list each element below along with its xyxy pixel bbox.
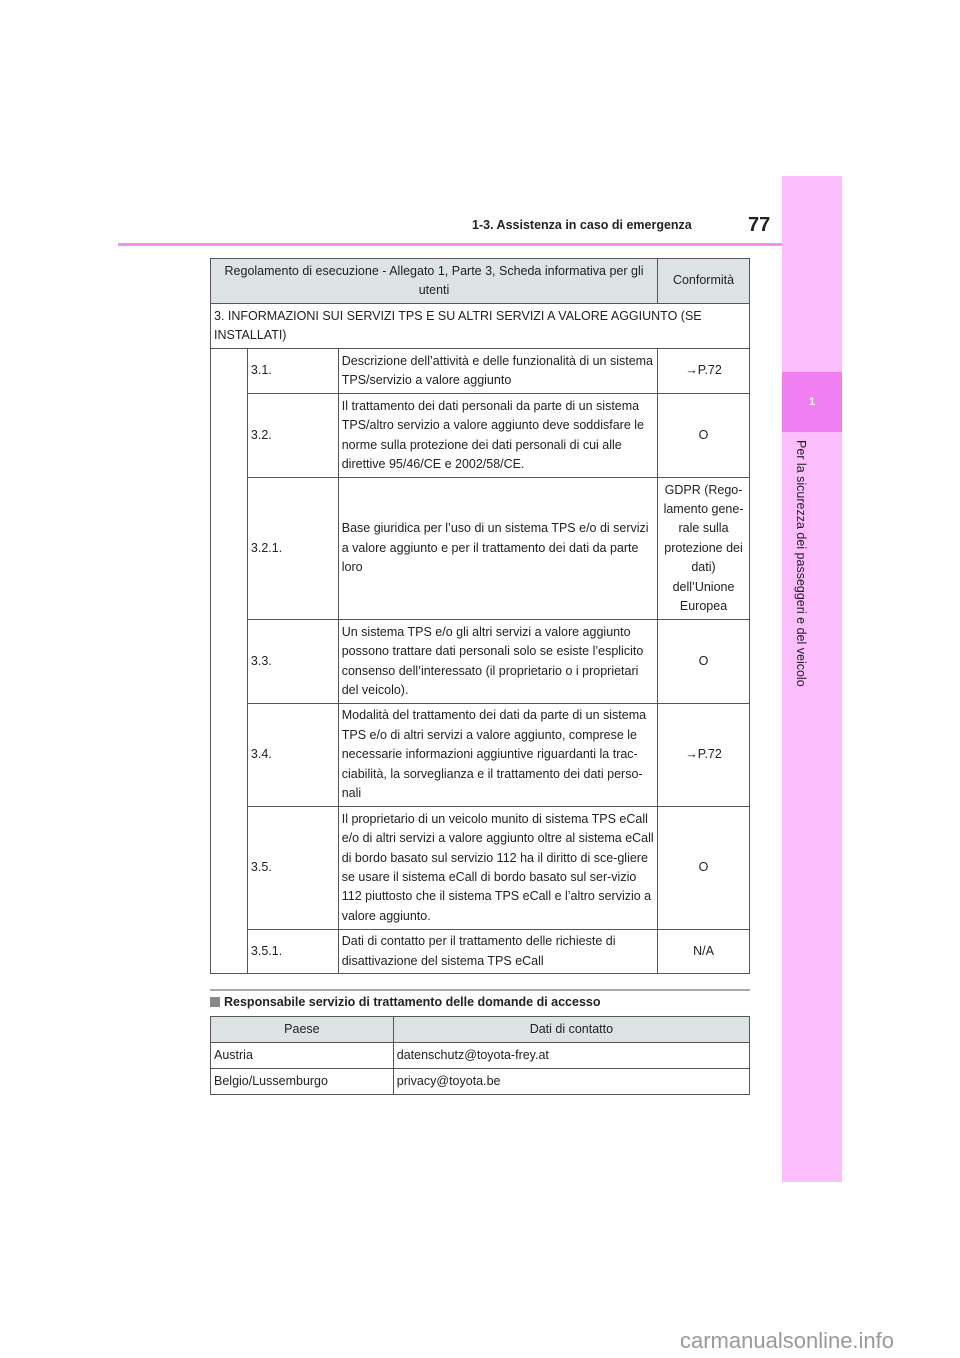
indent-cell	[211, 349, 248, 974]
item-description: Un sistema TPS e/o gli altri servizi a valore aggiunto possono trattare dati personali solo se esiste l’esplicito consenso dell’interessato (il proprietario o i proprietari del veicolo).	[338, 620, 657, 704]
item-conformity: O	[658, 620, 750, 704]
watermark: carmanualsonline.info	[680, 1328, 895, 1353]
item-conformity: GDPR (Rego-lamento gene-rale sulla protezione dei dati) dell’Unione Europea	[658, 478, 750, 620]
table-row	[211, 478, 750, 620]
section-title	[210, 995, 601, 1009]
country-cell: Belgio/Lussemburgo	[211, 1069, 394, 1095]
contact-cell[interactable]: privacy@toyota.be	[393, 1069, 749, 1095]
item-description: Il proprietario di un veicolo munito di sistema TPS eCall e/o di altri servizi a valore aggiunto oltre al sistema eCall di bordo basato sul servizio 112 ha il diritto di sce-gliere se usare il sistema eCall di bordo basato sul ser-vizio 112 piuttosto che il sistema TPS eCall e l’altro servizio a valore aggiunto.	[338, 807, 657, 930]
square-bullet-icon	[210, 997, 220, 1007]
chapter-title: Per la sicurezza dei passeggeri e del veicolo	[794, 440, 808, 687]
table-row	[211, 1069, 750, 1095]
table-row	[211, 620, 750, 704]
item-number: 3.1.	[247, 349, 338, 394]
header-country: Paese	[211, 1017, 394, 1043]
info-table	[210, 258, 750, 974]
section-header: 1-3. Assistenza in caso di emergenza	[472, 218, 692, 232]
item-description: Modalità del trattamento dei dati da parte di un sistema TPS e/o di altri servizi a valore aggiunto, comprese le necessarie informazioni aggiuntive riguardanti la trac-ciabilità, la sorveglianza e il trattamento dei dati perso-nali	[338, 704, 657, 807]
contacts-table	[210, 1016, 750, 1095]
table-row	[211, 807, 750, 930]
header-contact: Dati di contatto	[393, 1017, 749, 1043]
item-description: Base giuridica per l’uso di un sistema TPS e/o di servizi a valore aggiunto e per il trattamento dei dati da parte loro	[338, 478, 657, 620]
item-number: 3.5.	[247, 807, 338, 930]
item-number: 3.2.1.	[247, 478, 338, 620]
table-row	[211, 1043, 750, 1069]
item-number: 3.3.	[247, 620, 338, 704]
section-row: 3. INFORMAZIONI SUI SERVIZI TPS E SU ALTRI SERVIZI A VALORE AGGIUNTO (SE INSTALLATI)	[211, 304, 750, 349]
item-conformity: N/A	[658, 930, 750, 974]
item-description: Descrizione dell’attività e delle funzionalità di un sistema TPS/servizio a valore aggiunto	[338, 349, 657, 394]
header-rule	[118, 243, 782, 246]
item-conformity: O	[658, 807, 750, 930]
section-title-text: Responsabile servizio di trattamento delle domande di accesso	[224, 995, 601, 1009]
item-number: 3.5.1.	[247, 930, 338, 974]
item-number: 3.4.	[247, 704, 338, 807]
table-row	[211, 930, 750, 974]
header-conformity: Conformità	[658, 259, 750, 304]
chapter-tab[interactable]: 1	[782, 372, 842, 432]
item-number: 3.2.	[247, 394, 338, 478]
item-conformity: →P.72	[658, 704, 750, 807]
contact-cell[interactable]: datenschutz@toyota-frey.at	[393, 1043, 749, 1069]
item-conformity: →P.72	[658, 349, 750, 394]
country-cell: Austria	[211, 1043, 394, 1069]
item-conformity: O	[658, 394, 750, 478]
divider	[210, 989, 750, 991]
table-row	[211, 394, 750, 478]
table-row	[211, 349, 750, 394]
page-number: 77	[748, 214, 771, 236]
item-description: Il trattamento dei dati personali da parte di un sistema TPS/altro servizio a valore aggiunto deve soddisfare le norme sulla protezione dei dati personali di cui alle direttive 95/46/CE e 2002/58/CE.	[338, 394, 657, 478]
table-row	[211, 704, 750, 807]
item-description: Dati di contatto per il trattamento delle richieste di disattivazione del sistema TPS eCall	[338, 930, 657, 974]
header-regulation: Regolamento di esecuzione - Allegato 1, Parte 3, Scheda informativa per gli utenti	[211, 259, 658, 304]
